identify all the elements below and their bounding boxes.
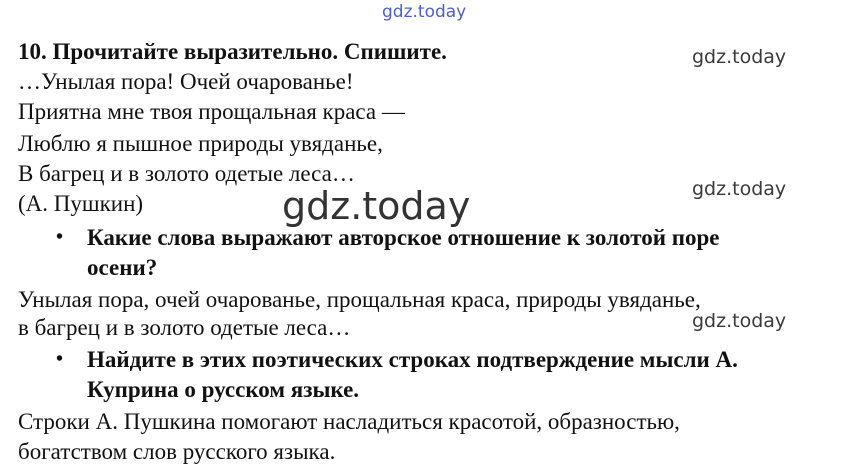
bullet-icon: • <box>56 348 64 370</box>
poem-line: Приятна мне твоя прощальная краса — <box>18 99 405 124</box>
poem-line: Люблю я пышное природы увяданье, <box>18 131 383 156</box>
poem-author: (А. Пушкин) <box>18 191 144 216</box>
poem-line: В багрец и в золото одетые леса… <box>18 161 355 186</box>
question-text: Какие слова выражают авторское отношение к золотой поре <box>87 225 720 250</box>
question-text: Куприна о русском языке. <box>87 377 360 402</box>
bullet-icon: • <box>56 226 64 248</box>
watermark-right-1: gdz.today <box>692 46 787 68</box>
poem-line: …Унылая пора! Очей очарованье! <box>18 69 354 94</box>
watermark-top: gdz.today <box>382 2 467 22</box>
answer-text: Строки А. Пушкина помогают насладиться красотой, образностью, <box>18 409 680 434</box>
question-text: осени? <box>87 255 158 280</box>
exercise-heading: 10. Прочитайте выразительно. Спишите. <box>18 39 447 64</box>
watermark-right-3: gdz.today <box>692 310 787 332</box>
question-text: Найдите в этих поэтических строках подтверждение мысли А. <box>87 347 738 372</box>
answer-text: в багрец и в золото одетые леса… <box>18 315 351 340</box>
answer-text: Унылая пора, очей очарованье, прощальная краса, природы увяданье, <box>18 287 701 312</box>
answer-text: богатством слов русского языка. <box>18 439 336 464</box>
watermark-right-2: gdz.today <box>692 178 787 200</box>
watermark-center: gdz.today <box>282 184 471 228</box>
